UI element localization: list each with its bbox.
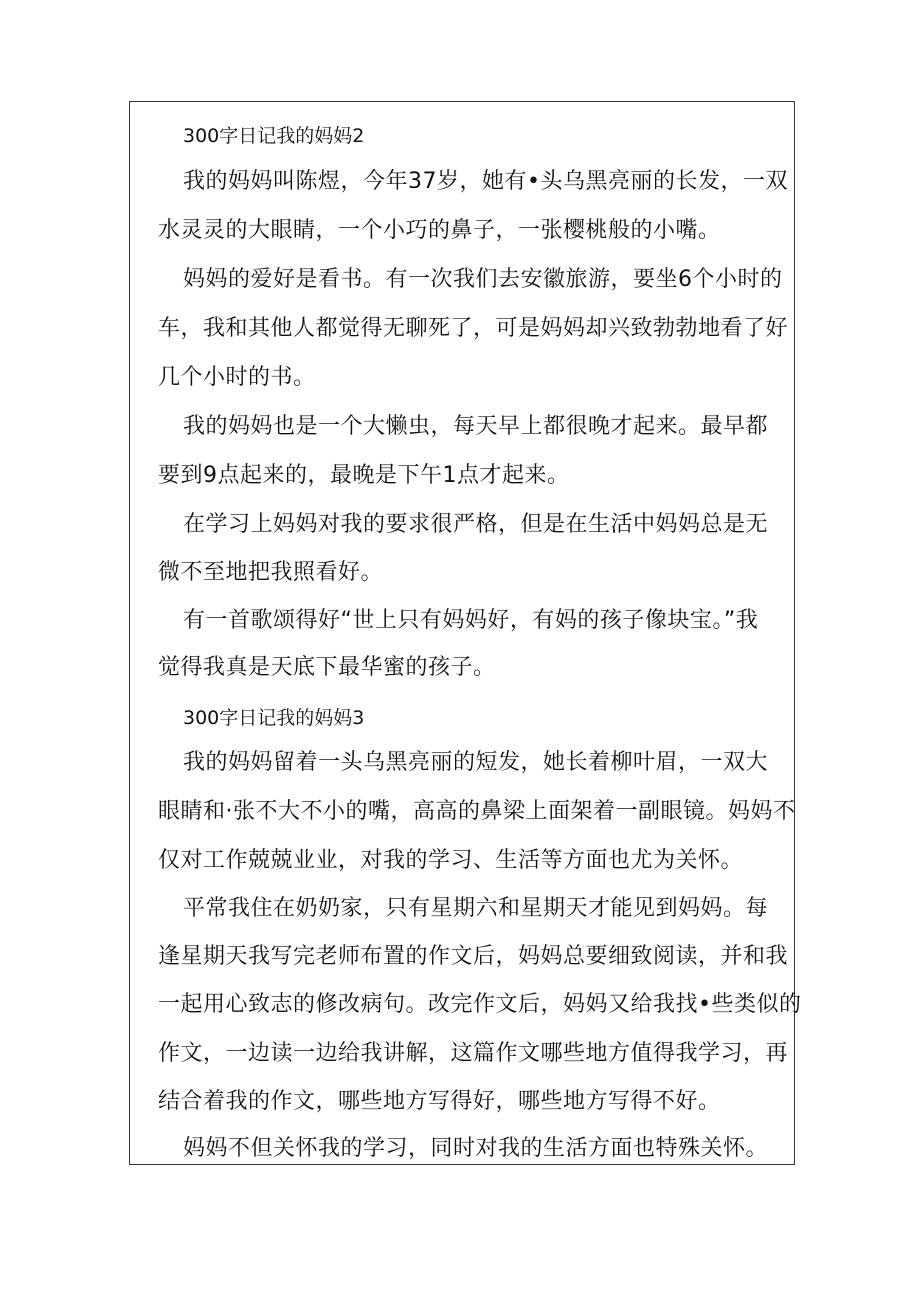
paragraph-line: 微不至地把我照看好。: [158, 560, 384, 585]
section-heading: 300字日记我的妈妈3: [183, 707, 365, 729]
paragraph-line: 作文，一边读一边给我讲解，这篇作文哪些地方值得我学习，再: [158, 1041, 789, 1066]
paragraph-line: 要到9点起来的，最晚是下午1点才起来。: [158, 463, 570, 488]
paragraph-line: 妈妈的爱好是看书。有一次我们去安徽旅游，要坐6个小时的: [183, 267, 783, 292]
paragraph-line: 有一首歌颂得好“世上只有妈妈好，有妈的孩子像块宝。”我: [183, 608, 759, 633]
paragraph-line: 我的妈妈也是一个大懒虫，每天早上都很晚才起来。最早都: [183, 414, 769, 439]
paragraph-line: 我的妈妈叫陈煜，今年37岁，她有•头乌黑亮丽的长发，一双: [183, 169, 788, 194]
paragraph-line: 在学习上妈妈对我的要求很严格，但是在生活中妈妈总是无: [183, 512, 769, 537]
paragraph-line: 一起用心致志的修改病句。改完作文后，妈妈又给我找•些类似的: [158, 992, 802, 1017]
paragraph-line: 车，我和其他人都觉得无聊死了，可是妈妈却兴致勃勃地看了好: [158, 316, 789, 341]
paragraph-line: 我的妈妈留着一头乌黑亮丽的短发，她长着柳叶眉，一双大: [183, 750, 769, 775]
paragraph-line: 水灵灵的大眼睛，一个小巧的鼻子，一张樱桃般的小嘴。: [158, 218, 721, 243]
paragraph-line: 仅对工作兢兢业业，对我的学习、生活等方面也尤为关怀。: [158, 848, 744, 873]
paragraph-line: 平常我住在奶奶家，只有星期六和星期天才能见到妈妈。每: [183, 896, 769, 921]
paragraph-line: 觉得我真是天底下最华蜜的孩子。: [158, 655, 496, 680]
paragraph-line: 眼睛和·张不大不小的嘴，高高的鼻梁上面架着一副眼镜。妈妈不: [158, 799, 796, 824]
section-heading: 300字日记我的妈妈2: [183, 125, 365, 147]
document-frame: [129, 101, 802, 1165]
paragraph-line: 妈妈不但关怀我的学习，同时对我的生活方面也特殊关怀。: [183, 1136, 769, 1161]
paragraph-line: 逢星期天我写完老师布置的作文后，妈妈总要细致阅读，并和我: [158, 944, 789, 969]
paragraph-line: 几个小时的书。: [158, 365, 316, 390]
paragraph-line: 结合着我的作文，哪些地方写得好，哪些地方写得不好。: [158, 1089, 721, 1114]
